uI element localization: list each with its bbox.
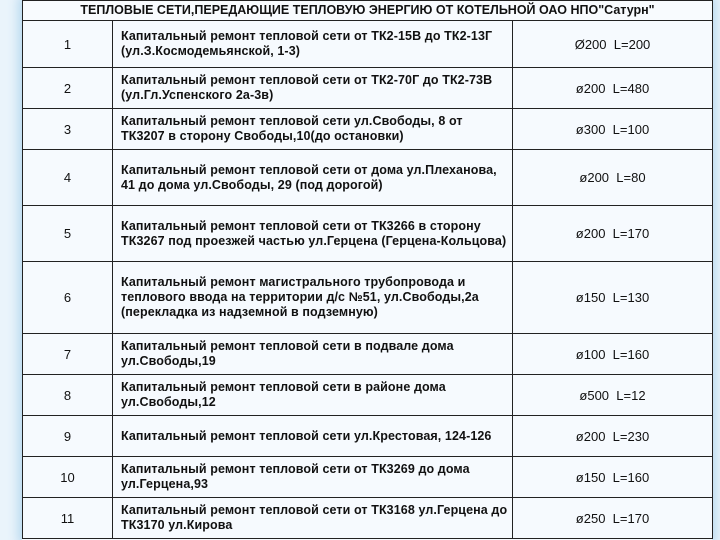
row-number: 2 [23,68,113,109]
pipe-diameter: ø500 [579,387,610,403]
pipe-diameter: ø250 [575,510,606,526]
table-title: ТЕПЛОВЫЕ СЕТИ,ПЕРЕДАЮЩИЕ ТЕПЛОВУЮ ЭНЕРГИЮ ОТ КОТЕЛЬНОЙ ОАО НПО"Сатурн" [23,1,713,21]
row-description: Капитальный ремонт тепловой сети в районе дома ул.Свободы,12 [113,375,513,416]
pipe-length: L=100 [612,121,650,137]
pipe-diameter: ø200 [575,80,606,96]
row-number: 5 [23,206,113,262]
row-pipe-params [513,498,713,539]
row-number: 9 [23,416,113,457]
row-pipe-params [513,109,713,150]
table-row [23,150,713,206]
row-pipe-params [513,416,713,457]
slide-frame [22,0,712,540]
row-number: 11 [23,498,113,539]
row-description: Капитальный ремонт тепловой сети от ТК2-15В до ТК2-13Г (ул.З.Космодемьянской, 1-3) [113,21,513,68]
row-pipe-params [513,375,713,416]
row-pipe-params [513,150,713,206]
table-row [23,498,713,539]
row-description: Капитальный ремонт тепловой сети от ТК3266 в сторону ТК3267 под проезжей частью ул.Герцена (Герцена-Кольцова) [113,206,513,262]
pipe-diameter: ø100 [575,346,606,362]
pipe-length: L=200 [613,36,651,52]
table-row [23,262,713,334]
pipe-length: L=130 [612,290,650,305]
row-number: 10 [23,457,113,498]
pipe-length: L=160 [612,469,650,485]
row-number: 4 [23,150,113,206]
table-row [23,206,713,262]
row-description: Капитальный ремонт магистрального трубопровода и теплового ввода на территории д/с №51, ул.Свободы,2а (перекладка из надземной в подземную) [113,262,513,334]
pipe-length: L=480 [612,80,650,96]
pipe-length: L=230 [612,428,650,444]
pipe-diameter: ø150 [575,290,606,305]
row-description: Капитальный ремонт тепловой сети ул.Свободы, 8 от ТК3207 в сторону Свободы,10(до остановки) [113,109,513,150]
row-pipe-params [513,457,713,498]
table-row [23,334,713,375]
pipe-diameter: ø150 [575,469,606,485]
pipe-length: L=170 [612,226,650,241]
row-description: Капитальный ремонт тепловой сети ул.Крестовая, 124-126 [113,416,513,457]
table-header-row [23,1,713,21]
row-number: 3 [23,109,113,150]
pipe-diameter: ø200 [575,226,606,241]
table-row [23,416,713,457]
row-pipe-params [513,262,713,334]
heating-networks-table [22,0,713,539]
pipe-diameter: ø200 [575,428,606,444]
row-number: 7 [23,334,113,375]
pipe-diameter: Ø200 [574,36,607,52]
row-pipe-params [513,206,713,262]
pipe-length: L=80 [616,170,646,185]
table-row [23,21,713,68]
pipe-length: L=12 [616,387,646,403]
pipe-diameter: ø200 [579,170,610,185]
table-row [23,457,713,498]
row-pipe-params [513,334,713,375]
pipe-length: L=160 [612,346,650,362]
pipe-diameter: ø300 [575,121,606,137]
row-description: Капитальный ремонт тепловой сети в подвале дома ул.Свободы,19 [113,334,513,375]
table-row [23,375,713,416]
row-description: Капитальный ремонт тепловой сети от дома ул.Плеханова, 41 до дома ул.Свободы, 29 (под дорогой) [113,150,513,206]
row-pipe-params [513,21,713,68]
table-row [23,109,713,150]
row-description: Капитальный ремонт тепловой сети от ТК2-70Г до ТК2-73В (ул.Гл.Успенского 2а-3в) [113,68,513,109]
row-description: Капитальный ремонт тепловой сети от ТК3269 до дома ул.Герцена,93 [113,457,513,498]
row-number: 8 [23,375,113,416]
row-number: 1 [23,21,113,68]
pipe-length: L=170 [612,510,650,526]
row-description: Капитальный ремонт тепловой сети от ТК3168 ул.Герцена до ТК3170 ул.Кирова [113,498,513,539]
table-row [23,68,713,109]
row-pipe-params [513,68,713,109]
row-number: 6 [23,262,113,334]
